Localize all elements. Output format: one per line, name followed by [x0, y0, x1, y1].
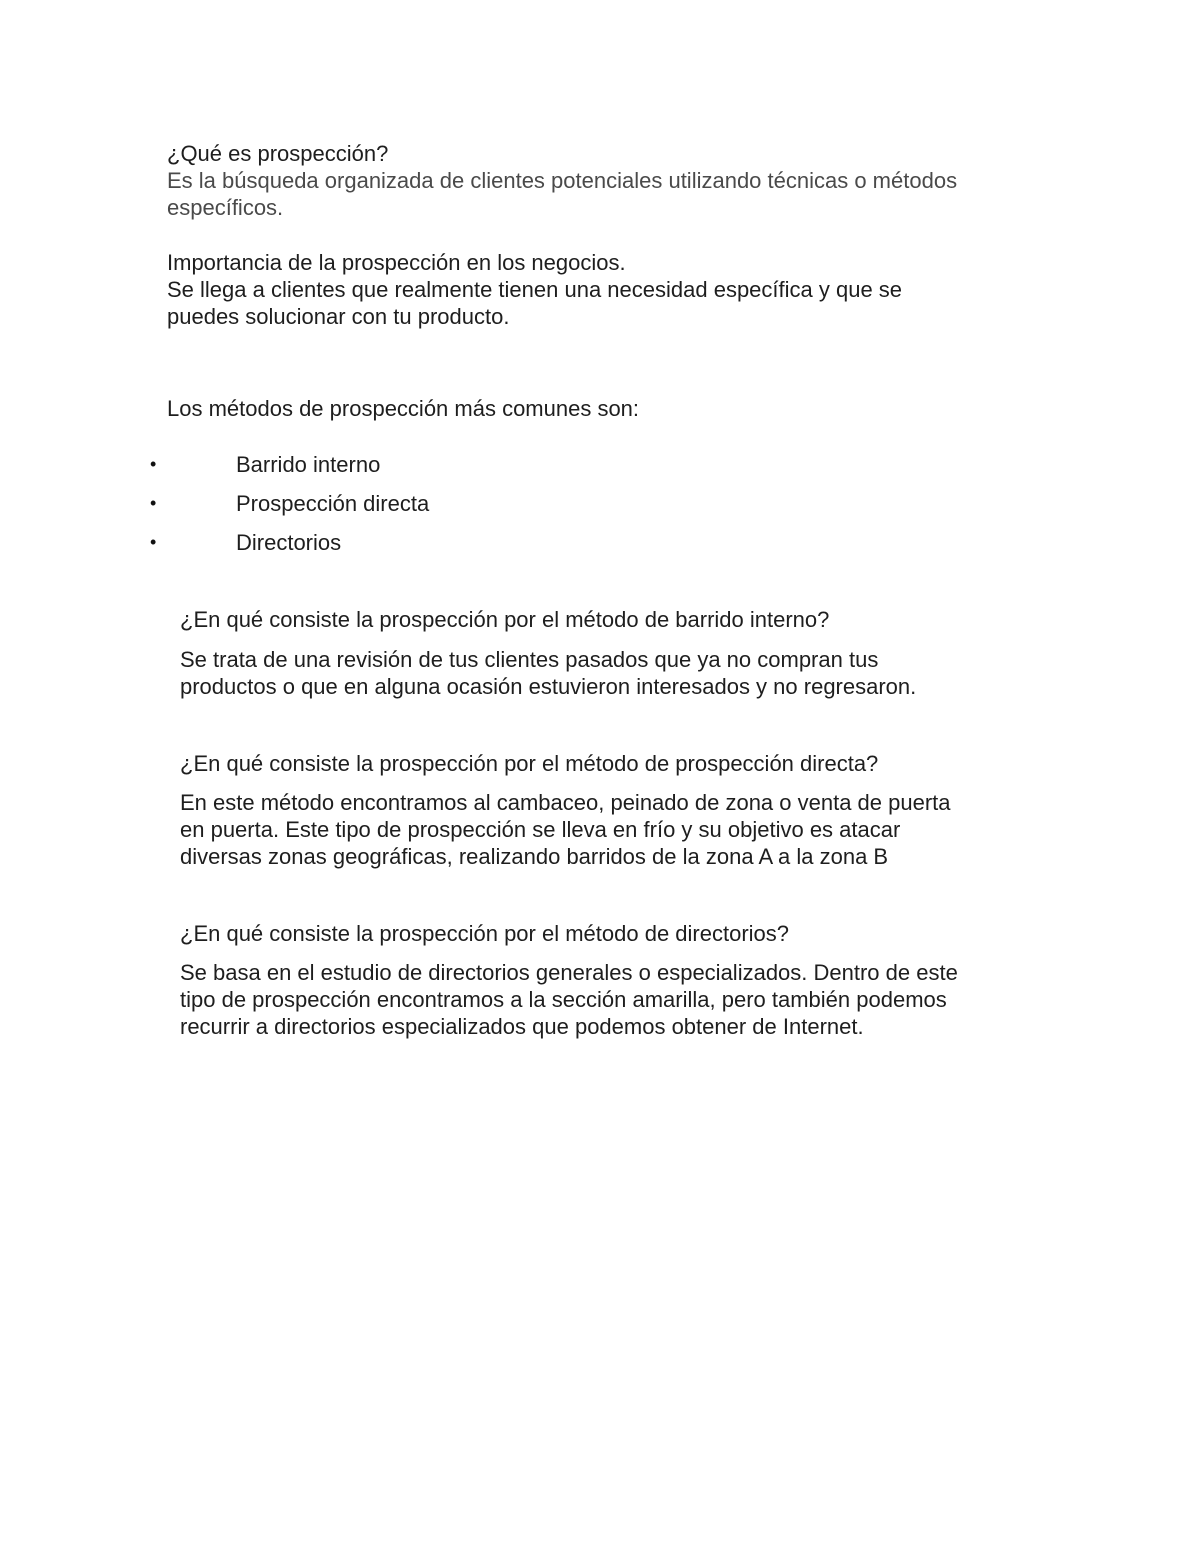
section-question: ¿En qué consiste la prospección por el método de directorios?: [180, 921, 790, 946]
intro-question: ¿Qué es prospección?: [167, 141, 389, 166]
section-answer-line: Se trata de una revisión de tus clientes pasados que ya no compran tus: [180, 647, 879, 672]
bullet-icon: •: [150, 493, 157, 513]
section-answer-line: tipo de prospección encontramos a la sección amarilla, pero también podemos: [180, 987, 947, 1012]
importance-heading: Importancia de la prospección en los negocios.: [167, 250, 626, 275]
intro-answer-line: Es la búsqueda organizada de clientes potenciales utilizando técnicas o métodos: [167, 168, 958, 193]
importance-body-line: Se llega a clientes que realmente tienen una necesidad específica y que se: [167, 277, 903, 302]
list-item-label: Barrido interno: [236, 452, 381, 477]
bullet-icon: •: [150, 532, 157, 552]
section-answer-line: productos o que en alguna ocasión estuvieron interesados y no regresaron.: [180, 674, 917, 699]
section-answer-line: En este método encontramos al cambaceo, peinado de zona o venta de puerta: [180, 790, 951, 815]
section-answer-line: Se basa en el estudio de directorios generales o especializados. Dentro de este: [180, 960, 958, 985]
list-item-label: Prospección directa: [236, 491, 430, 516]
section-answer-line: recurrir a directorios especializados que podemos obtener de Internet.: [180, 1014, 864, 1039]
methods-intro: Los métodos de prospección más comunes son:: [167, 396, 640, 421]
section-answer-line: diversas zonas geográficas, realizando barridos de la zona A a la zona B: [180, 844, 889, 869]
section-question: ¿En qué consiste la prospección por el método de prospección directa?: [180, 751, 879, 776]
list-item-label: Directorios: [236, 530, 342, 555]
section-answer-line: en puerta. Este tipo de prospección se lleva en frío y su objetivo es atacar: [180, 817, 901, 842]
intro-answer-line: específicos.: [167, 195, 284, 220]
importance-body-line: puedes solucionar con tu producto.: [167, 304, 510, 329]
bullet-icon: •: [150, 454, 157, 474]
section-question: ¿En qué consiste la prospección por el método de barrido interno?: [180, 607, 830, 632]
